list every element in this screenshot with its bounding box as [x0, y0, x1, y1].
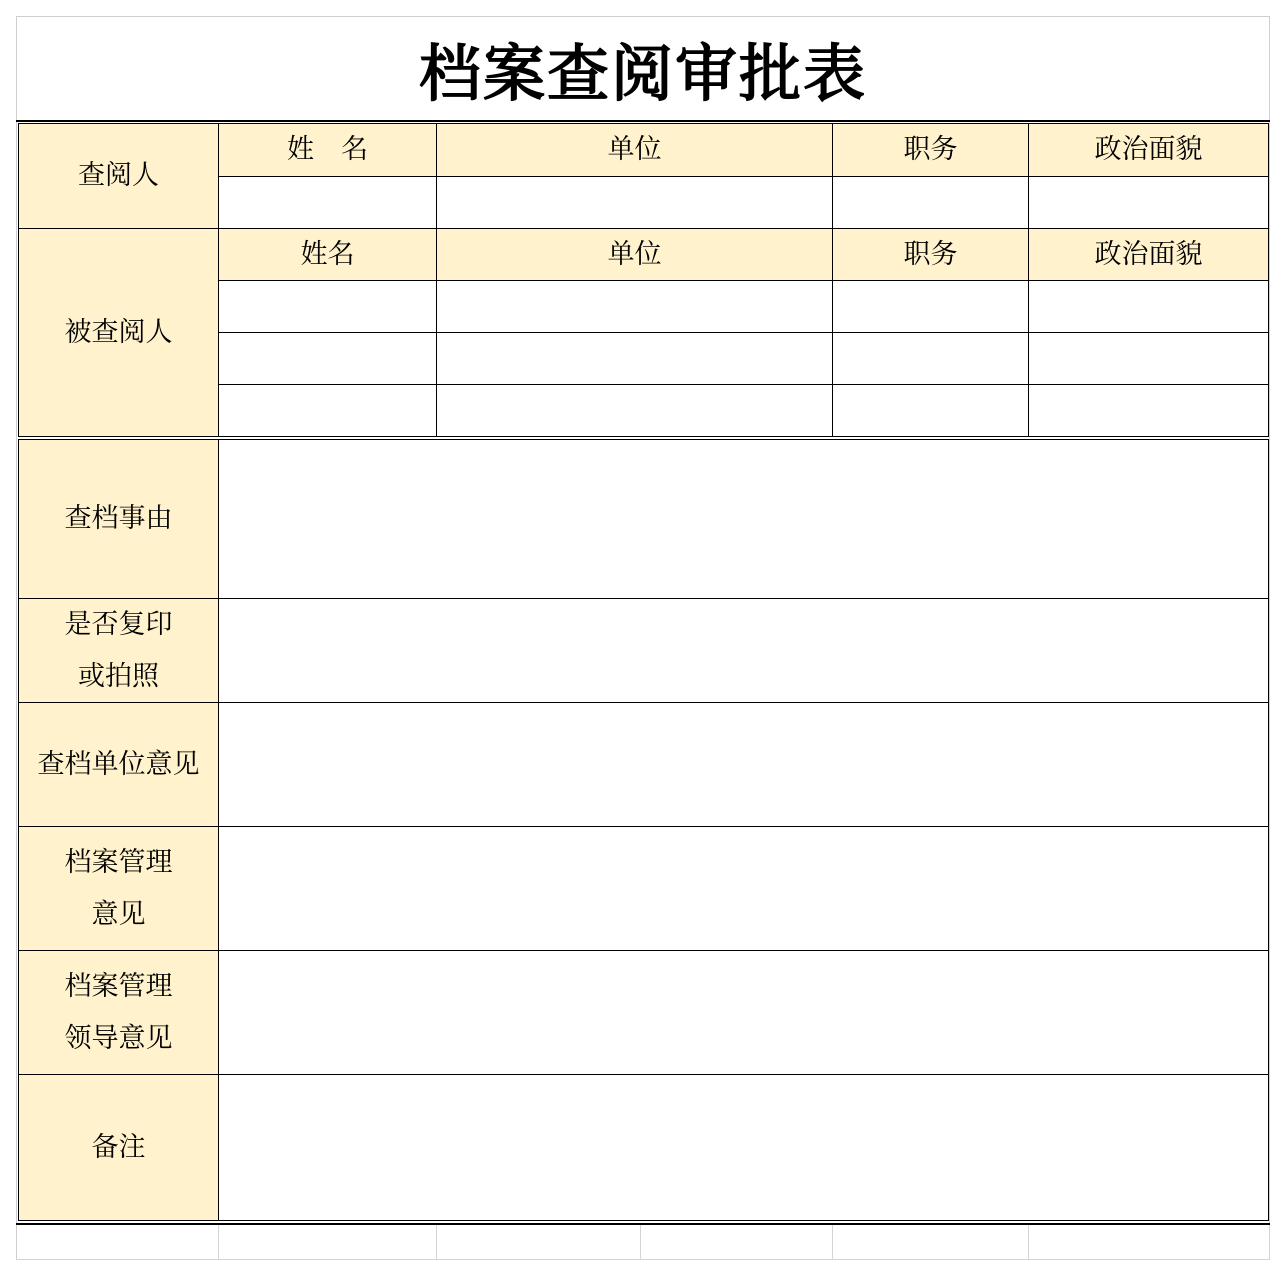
reader-name-input[interactable]	[218, 176, 437, 229]
unit-opinion-input[interactable]	[218, 702, 1269, 827]
grid-cell	[832, 1225, 1029, 1260]
copy-input[interactable]	[218, 598, 1269, 703]
leader-opinion-label: 档案管理 领导意见	[18, 950, 219, 1075]
subject-row1-political[interactable]	[1028, 280, 1269, 333]
subject-row3-unit[interactable]	[436, 384, 833, 437]
leader-opinion-input[interactable]	[218, 950, 1269, 1075]
grid-cell	[16, 1225, 219, 1260]
grid-cell	[436, 1225, 641, 1260]
reader-header-name: 姓 名	[218, 123, 437, 177]
reader-header-political: 政治面貌	[1028, 123, 1269, 177]
subject-header-position: 职务	[832, 228, 1029, 281]
subject-row2-unit[interactable]	[436, 332, 833, 385]
subject-header-political: 政治面貌	[1028, 228, 1269, 281]
subject-row2-position[interactable]	[832, 332, 1029, 385]
subject-row3-name[interactable]	[218, 384, 437, 437]
unit-opinion-label: 查档单位意见	[18, 702, 219, 827]
subject-row1-unit[interactable]	[436, 280, 833, 333]
mgmt-opinion-label: 档案管理 意见	[18, 826, 219, 951]
subject-header-name: 姓名	[218, 228, 437, 281]
grid-cell	[640, 1225, 833, 1260]
reason-label: 查档事由	[18, 439, 219, 599]
subject-row3-position[interactable]	[832, 384, 1029, 437]
reader-label: 查阅人	[18, 123, 219, 229]
reader-unit-input[interactable]	[436, 176, 833, 229]
subject-row1-position[interactable]	[832, 280, 1029, 333]
reader-position-input[interactable]	[832, 176, 1029, 229]
remarks-label: 备注	[18, 1074, 219, 1221]
subject-row2-name[interactable]	[218, 332, 437, 385]
page-title: 档案查阅审批表	[418, 36, 867, 110]
reader-header-position: 职务	[832, 123, 1029, 177]
reader-political-input[interactable]	[1028, 176, 1269, 229]
subject-row1-name[interactable]	[218, 280, 437, 333]
subject-row3-political[interactable]	[1028, 384, 1269, 437]
copy-label: 是否复印 或拍照	[18, 598, 219, 703]
grid-cell	[1028, 1225, 1270, 1260]
reason-input[interactable]	[218, 439, 1269, 599]
reader-header-unit: 单位	[436, 123, 833, 177]
grid-cell	[218, 1225, 437, 1260]
mgmt-opinion-input[interactable]	[218, 826, 1269, 951]
remarks-input[interactable]	[218, 1074, 1269, 1221]
subject-row2-political[interactable]	[1028, 332, 1269, 385]
subject-header-unit: 单位	[436, 228, 833, 281]
table-top-border	[16, 120, 1270, 122]
subject-label: 被查阅人	[18, 228, 219, 437]
